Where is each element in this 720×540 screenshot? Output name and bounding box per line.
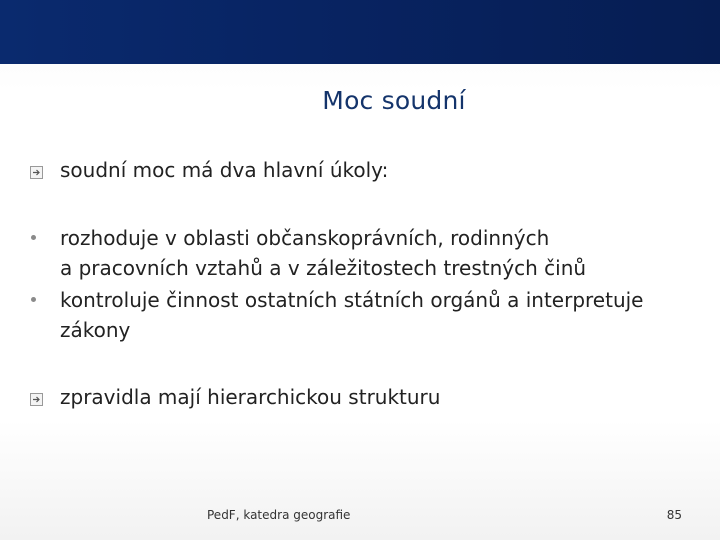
sub-bullet-1	[60, 223, 586, 283]
slide-title: Moc soudní	[322, 86, 466, 115]
sub-bullet-1-line-1: rozhoduje v oblasti občanskoprávních, rodinných	[60, 226, 550, 250]
dot-bullet-icon	[31, 297, 36, 302]
arrow-box-icon	[30, 393, 43, 406]
list-item-2	[30, 385, 710, 415]
list-item-2-text: zpravidla mají hierarchickou strukturu	[60, 385, 441, 409]
sub-bullet-list	[30, 223, 710, 353]
list-item-1	[30, 158, 710, 188]
arrow-box-icon	[30, 166, 43, 179]
dot-bullet-icon	[31, 235, 36, 240]
sub-bullet-2-line-2: zákony	[60, 318, 131, 342]
sub-bullet-1-line-2: a pracovních vztahů a v záležitostech trestných činů	[60, 256, 587, 280]
sub-bullet-2-line-1: kontroluje činnost ostatních státních orgánů a interpretuje	[60, 288, 644, 312]
slide-footer: PedF, katedra geografie	[207, 508, 351, 522]
header-band	[0, 0, 720, 64]
page-number: 85	[666, 508, 682, 522]
sub-bullet-2	[60, 285, 643, 345]
list-item-1-text: soudní moc má dva hlavní úkoly:	[60, 158, 389, 182]
